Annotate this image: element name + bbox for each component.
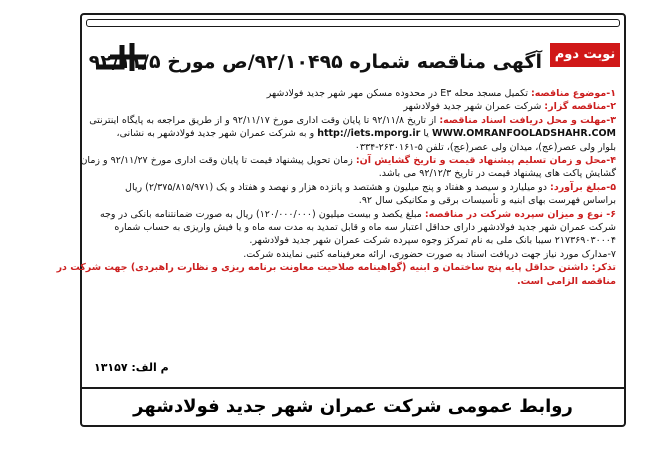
notice-code: م الف: ۱۳۱۵۷ [94, 361, 169, 374]
notice-header [82, 31, 624, 81]
item-documents-required: ۷-مدارک مورد نیاز جهت دریافت اسناد به صورت حضوری، ارائه معرفینامه کتبی نماینده شرکت. [243, 248, 616, 260]
item-documents: ۳-مهلت و محل دریافت اسناد مناقصه: از تاریخ ۹۲/۱۱/۸ تا پایان وقت اداری مورخ ۹۲/۱۱/۱۷ و از طریق مراجعه به پایگاه اینترنتی [89, 114, 616, 126]
item-estimate: ۵-مبلغ برآورد: دو میلیارد و سیصد و هفتاد و پنج میلیون و هشتصد و پانزده هزار و نهصد و هفتاد و یک (۲/۳۷۵/۸۱۵/۹۷۱) ریال [125, 181, 616, 193]
item-documents-urls: WWW.OMRANFOOLADSHAHR.COM یا http://iets.mporg.ir و به شرکت عمران شهر جدید فولادشهر به نشانی، [116, 128, 616, 140]
item-submission: ۴-محل و زمان تسلیم پیشنهاد قیمت و تاریخ گشایش آن: زمان تحویل پیشنهاد قیمت تا پایان وقت اداری مورخ ۹۲/۱۱/۲۷ و زمان [80, 155, 616, 167]
iets-link[interactable]: http://iets.mporg.ir [317, 128, 421, 140]
top-border-strip [86, 19, 620, 27]
item-deposit-cont-2: ۲۱۷۳۶۹۰۳۰۰۰۴ سیبا بانک ملی به نام تمرکز وجوه سپرده شرکت عمران شهر جدید فولادشهر. [249, 235, 616, 247]
item-estimate-cont: براساس فهرست بهای ابنیه و تأسیسات برقی و مکانیکی سال ۹۲. [358, 195, 616, 207]
second-publication-badge: نوبت دوم [550, 43, 620, 67]
tender-notice [56, 13, 626, 427]
item-deposit-cont-1: شرکت عمران شهر جدید فولادشهر دارای حداقل اعتبار سه ماه و قابل تمدید به مدت سه ماه و یا فیش واریزی به حساب شماره [114, 222, 616, 234]
note: تذکر: داشتن حداقل پایه پنج ساختمان و ابنیه (گواهینامه صلاحیت معاونت برنامه ریزی و نظارت راهبردی) جهت شرکت در [56, 262, 616, 274]
item-subject: ۱-موضوع مناقصه: تکمیل مسجد محله E۳ در محدوده مسکن مهر شهر جدید فولادشهر [266, 88, 616, 99]
notice-body [56, 87, 616, 288]
item-deposit: ۶- نوع و میزان سپرده شرکت در مناقصه: مبلغ یکصد و بیست میلیون (۱۲۰/۰۰۰/۰۰۰) ریال به صورت ضمانتنامه بانکی در وجه [99, 208, 616, 220]
item-submission-cont: گشایش پاکت های پیشنهاد قیمت در تاریخ ۹۲/۱۲/۳ می باشد. [378, 168, 616, 180]
footer-public-relations: روابط عمومی شرکت عمران شهر جدید فولادشهر [82, 387, 624, 425]
item-tenderer: ۲-مناقصه گزار: شرکت عمران شهر جدید فولادشهر [403, 101, 616, 113]
company-logo-icon [92, 37, 150, 75]
note-cont: مناقصه الزامی است. [516, 275, 616, 287]
site-link[interactable]: WWW.OMRANFOOLADSHAHR.COM [431, 128, 616, 140]
item-address: بلوار ولی عصر(عج)، میدان ولی عصر(عج)، تلفن ۵-۲۶۳۰۱۶۱-۰۳۳۴ [354, 141, 616, 153]
notice-title: آگهی مناقصه شماره ۹۲/۱۰۴۹۵/ص مورخ ۹۲/۱۱/۵ [88, 51, 542, 73]
